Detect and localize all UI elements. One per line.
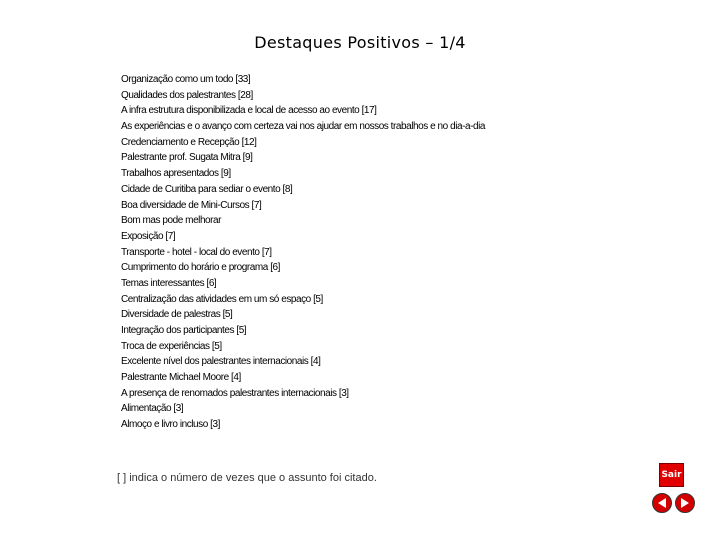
list-item: Transporte - hotel - local do evento [7]: [121, 246, 272, 258]
exit-button[interactable]: Sair: [659, 463, 684, 487]
list-item: Integração dos participantes [5]: [121, 325, 247, 336]
list-item: Bom mas pode melhorar: [121, 215, 222, 227]
list-item: Palestrante prof. Sugata Mitra [9]: [121, 152, 253, 164]
list-item: Diversidade de palestras [5]: [121, 309, 233, 321]
list-item: A presença de renomados palestrantes internacionais [3]: [121, 387, 349, 399]
triangle-right-icon: [679, 497, 691, 509]
list-item: Cidade de Curitiba para sediar o evento [8]: [121, 183, 293, 195]
list-item: Credenciamento e Recepção [12]: [121, 136, 257, 148]
list-item: Trabalhos apresentados [9]: [121, 168, 231, 180]
list-item: Boa diversidade de Mini-Cursos [7]: [121, 199, 262, 211]
list-item: Organização como um todo [33]: [121, 74, 251, 85]
list-item: Cumprimento do horário e programa [6]: [121, 262, 280, 274]
previous-slide-button[interactable]: [652, 493, 672, 513]
list-item: Qualidades dos palestrantes [28]: [121, 89, 253, 101]
list-item: As experiências e o avanço com certeza vai nos ajudar em nossos trabalhos e no dia-a-dia: [121, 121, 485, 133]
list-item: Centralização das atividades em um só espaço [5]: [121, 293, 323, 305]
list-item: Excelente nível dos palestrantes internacionais [4]: [121, 356, 321, 368]
list-item: Palestrante Michael Moore [4]: [121, 372, 241, 384]
list-item: Alimentação [3]: [121, 403, 184, 415]
list-item: Temas interessantes [6]: [121, 277, 217, 289]
triangle-left-icon: [656, 497, 668, 509]
list-item: Exposição [7]: [121, 230, 176, 242]
footnote: [ ] indica o número de vezes que o assunto foi citado.: [117, 472, 377, 484]
highlights-list: [121, 72, 485, 433]
list-item: A infra estrutura disponibilizada e local de acesso ao evento [17]: [121, 105, 377, 117]
slide-title: Destaques Positivos – 1/4: [254, 33, 466, 52]
next-slide-button[interactable]: [675, 493, 695, 513]
list-item: Almoço e livro incluso [3]: [121, 419, 220, 431]
list-item: Troca de experiências [5]: [121, 340, 222, 352]
